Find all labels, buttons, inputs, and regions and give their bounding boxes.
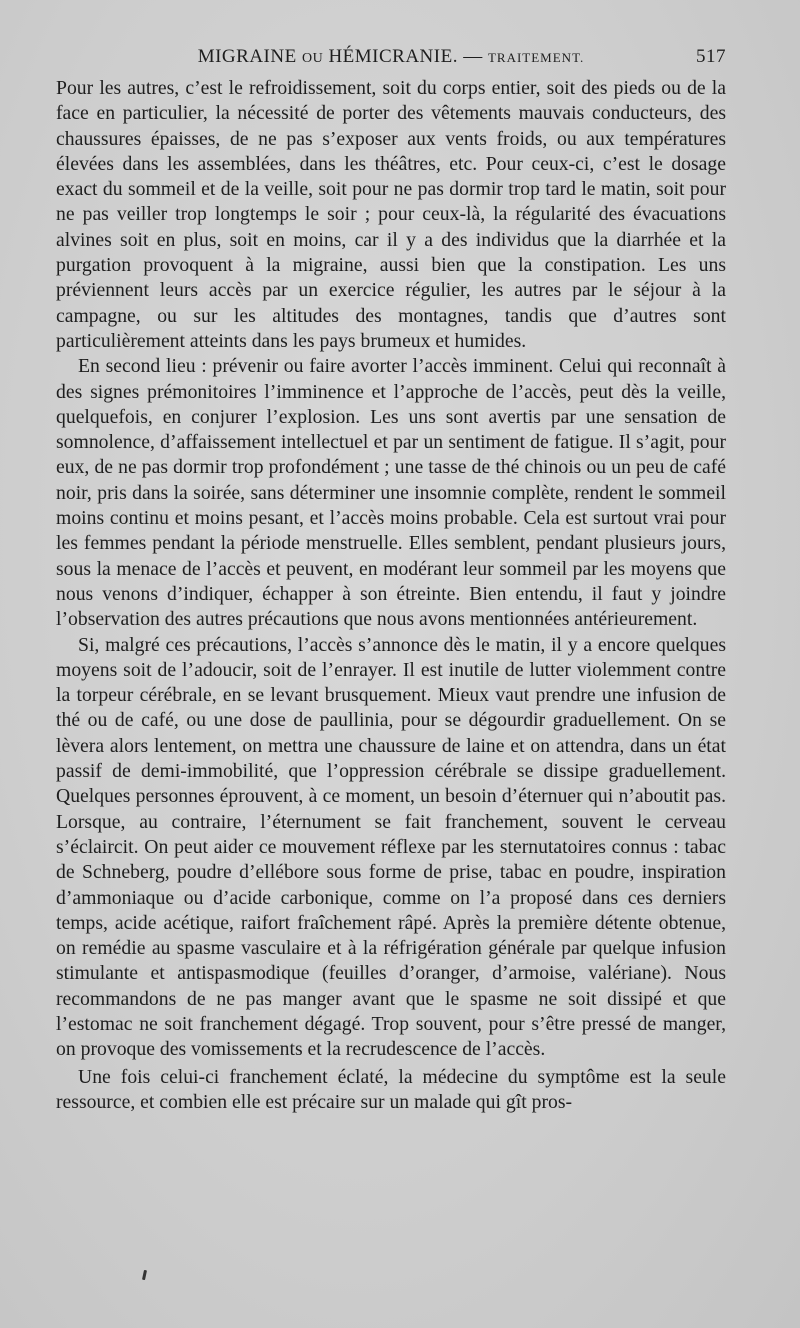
running-title — [56, 46, 726, 68]
section-title: TRAITEMENT. — [487, 50, 585, 65]
paragraph-1: Pour les autres, c’est le refroidissement, soit du corps entier, soit des pieds ou de la face en particulier, la nécessité de porter des vêtements mauvais conducteurs, des chaussures épaisses, de ne pas s’exposer aux vents froids, ou aux températures élevées dans les assemblées, dans les théâtres, etc. Pour ceux-ci, c’est le dosage exact du sommeil et de la veille, soit pour ne pas dormir trop tard le matin, soit pour ne pas veiller trop longtemps le soir ; pour ceux-là, la régularité des évacuations alvines soit en plus, soit en moins, car il y a des individus que la diarrhée et la purgation provoquent à la migraine, aussi bien que la constipation. Les uns préviennent leurs accès par un exercice régulier, les autres par le séjour à la campagne, ou sur les altitudes des montagnes, tandis que d’autres sont particulièrement atteints dans les pays brumeux et humides. — [56, 77, 726, 352]
ink-speck — [142, 1270, 147, 1280]
paragraph-4: Une fois celui-ci franchement éclaté, la médecine du symptôme est la seule ressource, et combien elle est précaire sur un malade qui gît pros- — [56, 1065, 726, 1113]
body-text — [56, 76, 726, 1115]
title-dash: — — [463, 46, 483, 67]
page-number: 517 — [696, 46, 726, 67]
running-head — [56, 44, 726, 74]
title-connector: OU — [301, 51, 324, 66]
title-second: HÉMICRANIE. — [328, 46, 458, 67]
paragraph-2: En second lieu : prévenir ou faire avorter l’accès imminent. Celui qui reconnaît à des signes prémonitoires l’imminence et l’approche de l’accès, peut dès la veille, quelquefois, en conjurer l’explosion. Les uns sont avertis par une sensation de somnolence, d’affaissement intellectuel et par un sentiment de fatigue. Il s’agit, pour eux, de ne pas dormir trop profondément ; une tasse de thé chinois ou un peu de café noir, pris dans la soirée, sans déterminer une insomnie complète, rendent le sommeil moins continu et moins pesant, et l’accès moins probable. Cela est surtout vrai pour les femmes pendant la période menstruelle. Elles semblent, pendant plusieurs jours, sous la menace de l’accès et peuvent, en modérant leur sommeil par les moyens que nous venons d’indiquer, échapper à son étreinte. Bien entendu, il faut y joindre l’observation des autres précautions que nous avons mentionnées antérieurement. — [56, 355, 726, 631]
paragraph-3: Si, malgré ces précautions, l’accès s’annonce dès le matin, il y a encore quelques moyens soit de l’adoucir, soit de l’enrayer. Il est inutile de lutter violemment contre la torpeur cérébrale, en se levant brusquement. Mieux vaut prendre une infusion de thé ou de café, ou une dose de paullinia, pour se dégourdir graduellement. On se lèvera alors lentement, on mettra une chaussure de laine et on attendra, dans un état passif de demi-immobilité, que l’oppression cérébrale se dissipe graduellement. Quelques personnes éprouvent, à ce moment, un besoin d’éternuer qui n’aboutit pas. Lorsque, au contraire, l’éternument se fait franchement, souvent le cerveau s’éclaircit. On peut aider ce mouvement réflexe par les sternutatoires connus : tabac de Schneberg, poudre d’ellébore sous forme de prise, tabac en poudre, inspiration d’ammoniaque ou d’acide carbonique, comme on l’a proposé dans ces derniers temps, acide acétique, raifort fraîchement râpé. Après la première détente obtenue, on remédie au spasme vasculaire et à la réfrigération générale par quelque infusion stimulante et antispasmodique (feuilles d’oranger, d’armoise, valériane). Nous recommandons de ne pas manger avant que le spasme ne soit dissipé et que l’estomac ne soit franchement dégagé. Trop souvent, pour s’être pressé de manger, on provoque des vomissements et la recrudescence de l’accès. — [56, 633, 726, 1061]
title-main: MIGRAINE — [197, 46, 297, 67]
